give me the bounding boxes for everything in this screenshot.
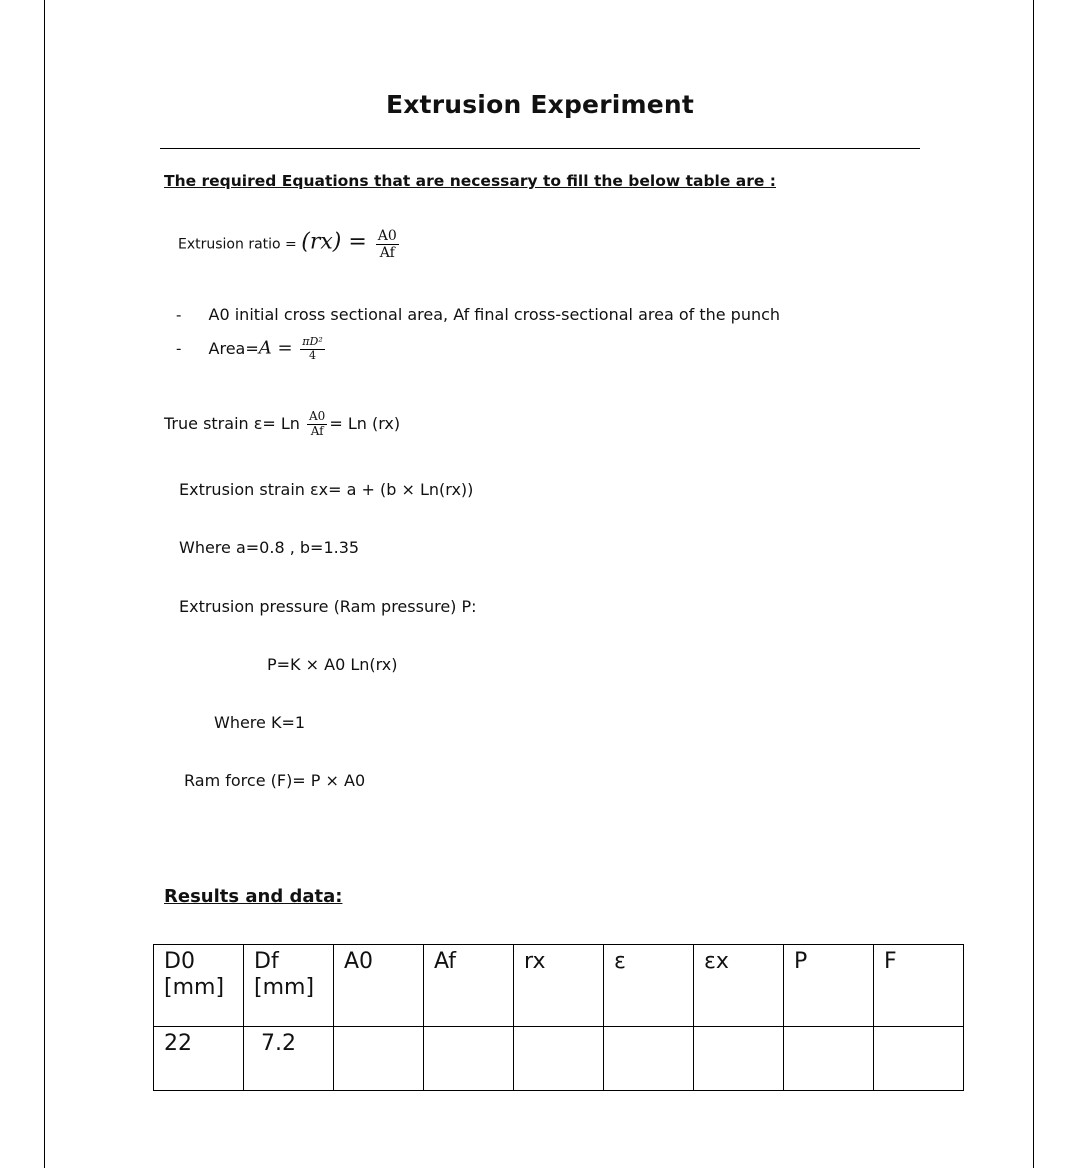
true-strain-denominator: Af (310, 423, 324, 438)
cell-rx-value (514, 1027, 604, 1091)
bullet-area-definition (176, 305, 780, 324)
results-heading: Results and data: (164, 886, 343, 907)
cell-df-value: 7.2 (244, 1027, 334, 1091)
equations-heading: The required Equations that are necessary to fill the below table are : (164, 172, 776, 190)
area-denominator: 4 (309, 348, 317, 362)
extrusion-ratio-label: Extrusion ratio = (178, 236, 302, 253)
where-a-b: Where a=0.8 , b=1.35 (179, 538, 360, 557)
extrusion-ratio-symbol: (rx) (301, 229, 342, 255)
pressure-equation: P=K × A0 Ln(rx) (267, 655, 398, 674)
area-equals: = (271, 337, 299, 359)
cell-pressure-value (784, 1027, 874, 1091)
bullet-dash: - (176, 339, 182, 358)
extrusion-ratio-equation (178, 228, 401, 261)
true-strain-equation (164, 410, 400, 439)
header-cell-df: Df [mm] (244, 945, 334, 1027)
title-divider (160, 148, 920, 149)
true-strain-label: True strain ε= Ln (164, 413, 306, 433)
header-cell-a0: A0 (334, 945, 424, 1027)
header-cell-d0: D0 [mm] (154, 945, 244, 1027)
true-strain-suffix: = Ln (rx) (329, 413, 401, 433)
ram-force-equation: Ram force (F)= P × A0 (184, 771, 366, 790)
extrusion-ratio-equals: = (341, 229, 374, 255)
where-k: Where K=1 (214, 713, 306, 732)
true-strain-fraction (307, 410, 327, 439)
bullet-area-formula (176, 336, 327, 362)
extrusion-pressure-label: Extrusion pressure (Ram pressure) P: (179, 597, 477, 616)
area-label: Area= (208, 338, 259, 358)
results-table (153, 944, 964, 1091)
table-row (154, 1027, 964, 1091)
cell-extrusion-strain-value (694, 1027, 784, 1091)
area-numerator: πD² (302, 335, 323, 348)
area-symbol: A (258, 337, 272, 359)
header-cell-af: Af (424, 945, 514, 1027)
bullet-dash: - (176, 306, 182, 324)
header-cell-force: F (874, 945, 964, 1027)
cell-af-value (424, 1027, 514, 1091)
header-cell-extrusion-strain: εx (694, 945, 784, 1027)
extrusion-ratio-numerator: A0 (377, 228, 397, 244)
cell-true-strain-value (604, 1027, 694, 1091)
header-cell-pressure: P (784, 945, 874, 1027)
header-cell-true-strain: ε (604, 945, 694, 1027)
cell-a0-value (334, 1027, 424, 1091)
bullet-text: A0 initial cross sectional area, Af final cross-sectional area of the punch (208, 305, 781, 324)
cell-force-value (874, 1027, 964, 1091)
extrusion-ratio-fraction (376, 228, 399, 261)
true-strain-numerator: A0 (309, 409, 326, 423)
area-fraction (300, 336, 324, 362)
header-cell-rx: rx (514, 945, 604, 1027)
extrusion-strain-equation: Extrusion strain εx= a + (b × Ln(rx)) (179, 480, 474, 499)
extrusion-ratio-denominator: Af (379, 245, 395, 262)
page-title: Extrusion Experiment (385, 90, 695, 119)
cell-d0-value: 22 (154, 1027, 244, 1091)
table-header-row (154, 945, 964, 1027)
